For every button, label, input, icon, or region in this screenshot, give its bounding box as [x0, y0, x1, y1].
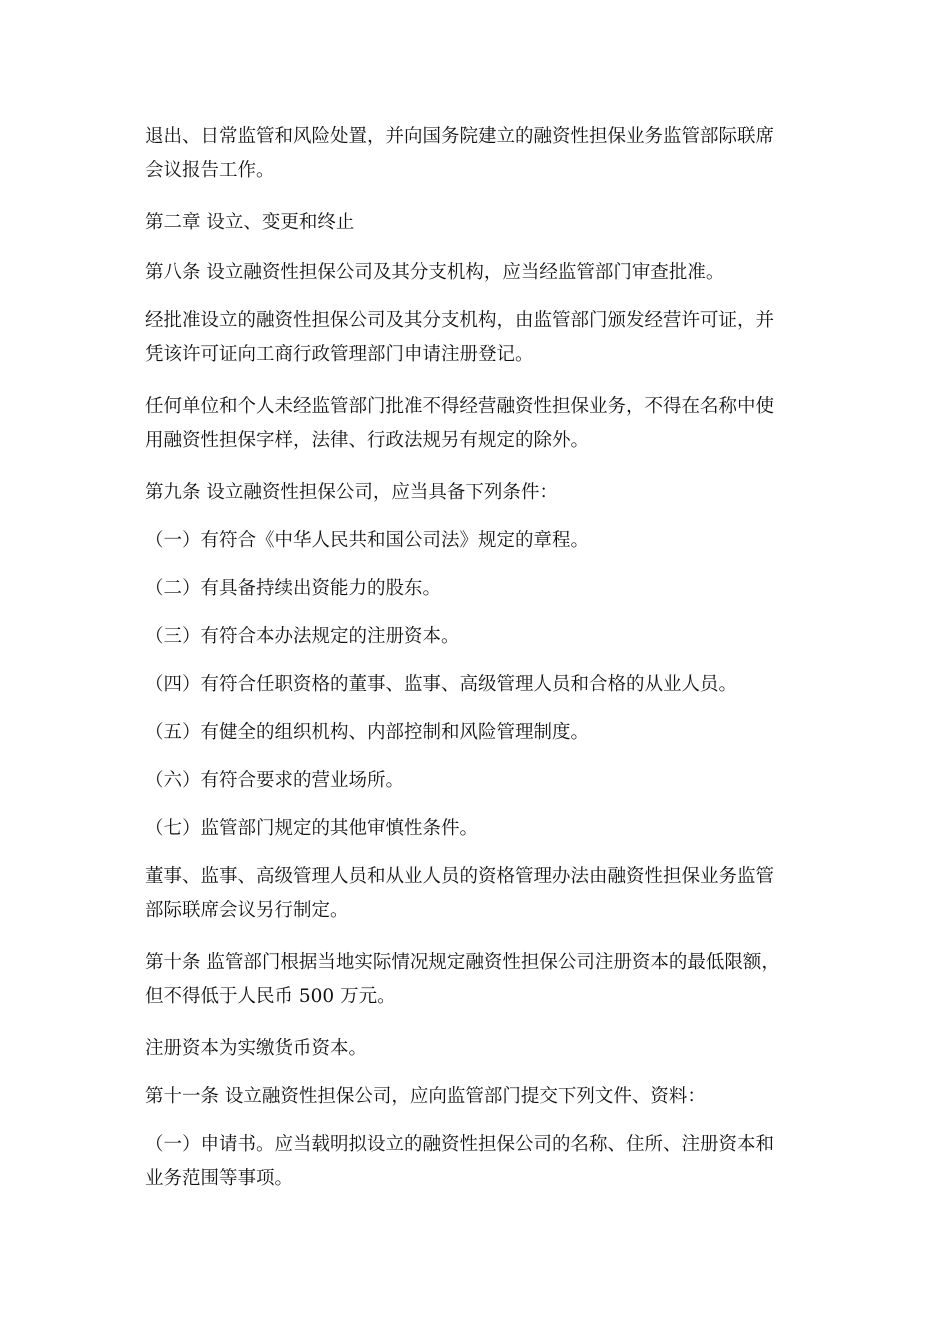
text-line: （二）有具备持续出资能力的股东。 [145, 578, 442, 599]
text-line: 注册资本为实缴货币资本。 [145, 1038, 368, 1059]
condition-item-7 [145, 812, 805, 846]
text-line: 第十一条 设立融资性担保公司，应向监管部门提交下列文件、资料： [145, 1086, 706, 1107]
paragraph-prohibition [145, 390, 805, 458]
text-line: （六）有符合要求的营业场所。 [145, 770, 405, 791]
paragraph-qualification [145, 860, 805, 928]
text-line: 经批准设立的融资性担保公司及其分支机构，由监管部门颁发经营许可证，并 [145, 310, 775, 331]
paragraph-reporting [145, 120, 805, 188]
text-line: （三）有符合本办法规定的注册资本。 [145, 626, 460, 647]
text-line: 凭该许可证向工商行政管理部门申请注册登记。 [145, 344, 534, 365]
text-line: 但不得低于人民币 500 万元。 [145, 986, 396, 1007]
condition-item-3 [145, 620, 805, 654]
text-line: （一）申请书。应当载明拟设立的融资性担保公司的名称、住所、注册资本和 [145, 1134, 775, 1155]
text-line: 第八条 设立融资性担保公司及其分支机构，应当经监管部门审查批准。 [145, 262, 725, 283]
text-line: 会议报告工作。 [145, 160, 275, 181]
text-line: （一）有符合《中华人民共和国公司法》规定的章程。 [145, 530, 590, 551]
text-line: 第二章 设立、变更和终止 [145, 212, 355, 233]
text-line: 退出、日常监管和风险处置，并向国务院建立的融资性担保业务监管部际联席 [145, 126, 775, 147]
text-line: 用融资性担保字样，法律、行政法规另有规定的除外。 [145, 430, 590, 451]
article-11 [145, 1080, 805, 1114]
condition-item-1 [145, 524, 805, 558]
text-line: 董事、监事、高级管理人员和从业人员的资格管理办法由融资性担保业务监管 [145, 866, 775, 887]
text-line: 第十条 监管部门根据当地实际情况规定融资性担保公司注册资本的最低限额， [145, 952, 780, 973]
condition-item-6 [145, 764, 805, 798]
condition-item-4 [145, 668, 805, 702]
text-line: （七）监管部门规定的其他审慎性条件。 [145, 818, 479, 839]
document-item-1 [145, 1128, 805, 1196]
chapter-heading [145, 206, 805, 240]
text-line: 任何单位和个人未经监管部门批准不得经营融资性担保业务，不得在名称中使 [145, 396, 775, 417]
text-line: （四）有符合任职资格的董事、监事、高级管理人员和合格的从业人员。 [145, 674, 738, 695]
text-line: （五）有健全的组织机构、内部控制和风险管理制度。 [145, 722, 590, 743]
text-line: 业务范围等事项。 [145, 1168, 294, 1189]
condition-item-2 [145, 572, 805, 606]
condition-item-5 [145, 716, 805, 750]
article-9 [145, 476, 805, 510]
paragraph-paid-in-capital [145, 1032, 805, 1066]
text-line: 第九条 设立融资性担保公司，应当具备下列条件： [145, 482, 558, 503]
article-10 [145, 946, 805, 1014]
paragraph-license [145, 304, 805, 372]
text-line: 部际联席会议另行制定。 [145, 900, 349, 921]
article-8 [145, 256, 805, 290]
